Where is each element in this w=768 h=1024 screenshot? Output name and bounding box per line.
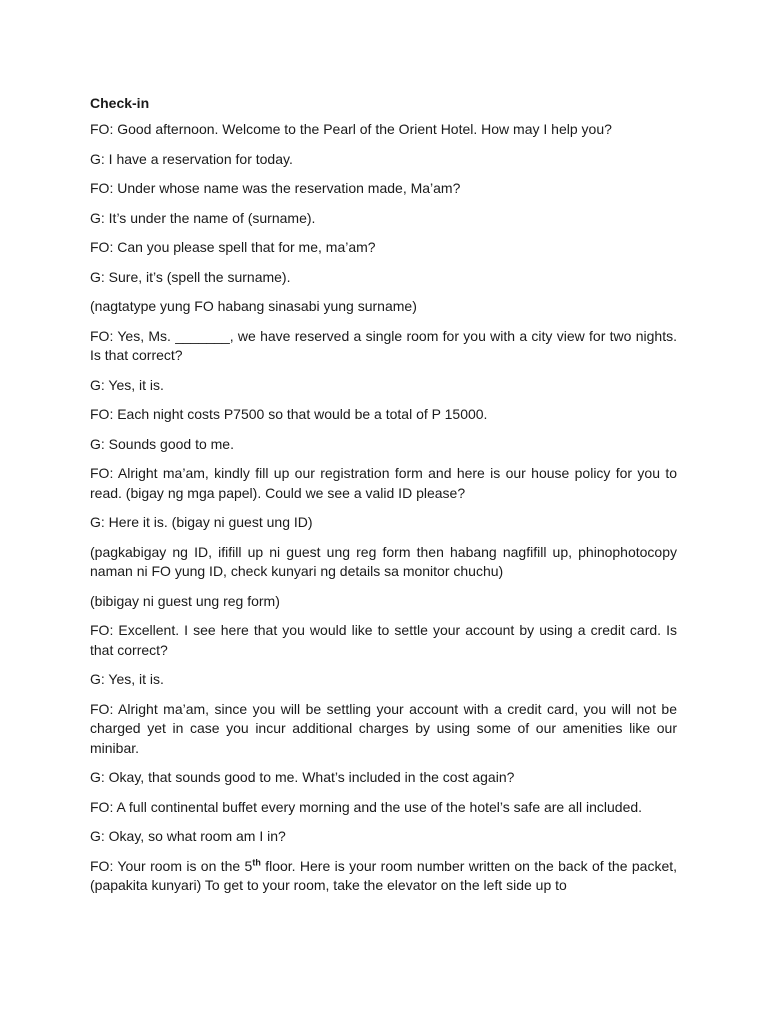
- dialogue-line: G: It’s under the name of (surname).: [90, 209, 316, 226]
- dialogue-line: G: Yes, it is.: [90, 671, 164, 687]
- dialogue-line: FO: Yes, Ms. _______, we have reserved a single room for you with a city view for two nights. Is that correct?: [90, 327, 677, 363]
- section-heading: Check-in: [90, 95, 150, 111]
- dialogue-line: G: Yes, it is.: [90, 376, 164, 393]
- dialogue-line: FO: Each night costs P7500 so that would be a total of P 15000.: [90, 406, 488, 422]
- dialogue-line: G: Sounds good to me.: [90, 435, 234, 452]
- dialogue-line: FO: Good afternoon. Welcome to the Pearl of the Orient Hotel. How may I help you?: [90, 121, 612, 137]
- dialogue-line: [90, 857, 677, 896]
- dialogue-line: G: Sure, it’s (spell the surname).: [90, 268, 291, 285]
- document-body: [90, 94, 677, 906]
- stage-direction: (nagtatype yung FO habang sinasabi yung surname): [90, 298, 417, 314]
- dialogue-line: G: I have a reservation for today.: [90, 150, 293, 167]
- text-run: floor. Here is your room number written on the back of the packet, (papakita kunyari) To get to your room, take the elevator on the left side up to: [90, 857, 678, 893]
- dialogue-line: G: Okay, so what room am I in?: [90, 828, 286, 844]
- dialogue-line: G: Here it is. (bigay ni guest ung ID): [90, 514, 313, 530]
- text-run: FO: Your room is on the 5: [90, 857, 253, 874]
- ordinal-suffix: th: [252, 856, 261, 867]
- dialogue-line: FO: Can you please spell that for me, ma’am?: [90, 239, 376, 255]
- dialogue-line: FO: A full continental buffet every morning and the use of the hotel’s safe are all included.: [90, 798, 643, 815]
- stage-direction: (pagkabigay ng ID, ififill up ni guest ung reg form then habang nagfifill up, phinophotocopy naman ni FO yung ID, check kunyari ng details sa monitor chuchu): [90, 543, 677, 579]
- dialogue-line: FO: Excellent. I see here that you would like to settle your account by using a credit card. Is that correct?: [90, 622, 677, 658]
- dialogue-line: G: Okay, that sounds good to me. What’s included in the cost again?: [90, 769, 515, 785]
- dialogue-line: FO: Alright ma’am, kindly fill up our registration form and here is our house policy for you to read. (bigay ng mga papel). Could we see a valid ID please?: [90, 465, 677, 501]
- stage-direction: (bibigay ni guest ung reg form): [90, 592, 280, 609]
- dialogue-line: FO: Alright ma’am, since you will be settling your account with a credit card, you will not be charged yet in case you incur additional charges by using some of our amenities like our minibar.: [90, 700, 677, 756]
- dialogue-line: FO: Under whose name was the reservation made, Ma’am?: [90, 180, 461, 196]
